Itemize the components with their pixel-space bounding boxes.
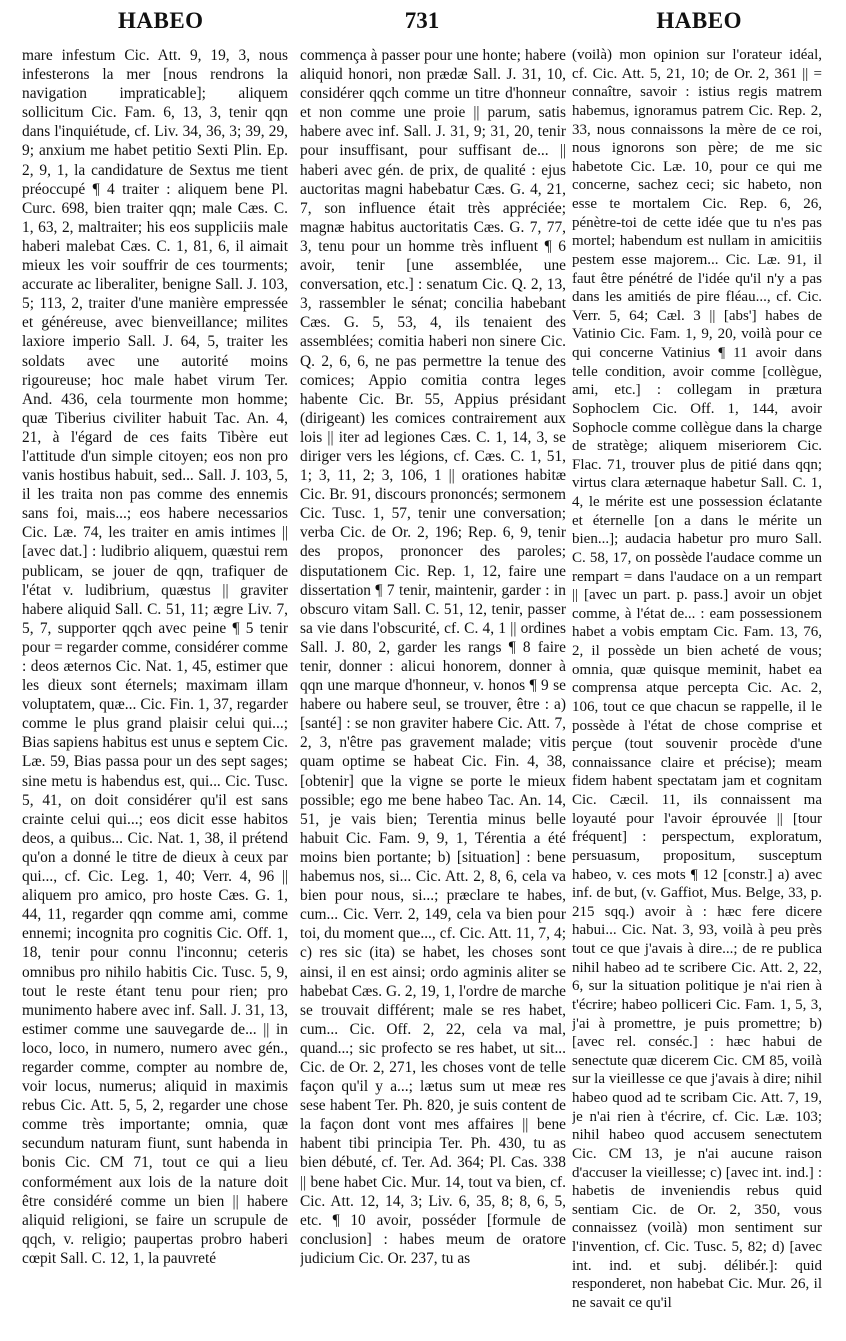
right-running-headword: HABEO bbox=[656, 8, 742, 33]
left-running-headword: HABEO bbox=[118, 8, 204, 33]
text-column-1 bbox=[22, 46, 288, 1334]
page-number: 731 bbox=[404, 8, 440, 33]
text-column-2 bbox=[300, 46, 566, 1334]
column-3-text: (voilà) mon opinion sur l'orateur idéal, cf. Cic. Att. 5, 21, 10; de Or. 2, 361 || = connaître, savoir : istius regis matrem habemus, ignoramus patrem Cic. Rep. 2, 33, nous connaissons la mère de ce roi, nous ignorons son père; de me sic habetote Cic. Læ. 10, pour ce qui me concerne, sachez ceci; sic habeto, non esse te mortalem Cic. Rep. 6, 26, pénètre-toi de cette idée que tu n'es pas mortel; habendum est nullam in amicitiis pestem esse majorem... Cic. Læ. 91, il faut être pénétré de l'idée qu'il n'y a pas dans les amitiés de pire fléau..., cf. Cic. Verr. 5, 64; Cæl. 3 || [abs'] habes de Vatinio Cic. Fam. 1, 9, 20, voilà pour ce qui concerne Vatinius ¶ 11 avoir dans telle condition, avoir comme [collègue, ami, etc.] : collegam in prætura Sophoclem Cic. Off. 1, 144, avoir Sophocle comme collègue dans la charge de stratège; aliquem miseriorem Cic. Flac. 71, trouver plus de pitié dans qqn; virtus clara æternaque habetur Sall. C. 1, 4, le mérite est une possession éclatante et éternelle [on a dans le mérite un bien...]; audacia habetur pro muro Sall. C. 58, 17, on possède l'audace comme un rempart = dans l'audace on a un rempart || [avec un part. p. pass.] avoir un objet comme, à l'état de... : eam possessionem habet a vobis emptam Cic. Fam. 13, 76, 2, il possède un bien acheté de vous; omnia, quæ quisque meminit, habet ea comprensa atque percepta Cic. Ac. 2, 106, tout ce que chacun se rappelle, il le possède à l'état de chose comprise et perçue (tout souvenir procède d'une connaissance claire et précise); meam fidem habent spectatam jam et cognitam Cic. Cæcil. 11, ils connaissent ma loyauté pour l'avoir éprouvée || [tour fréquent] : perspectum, exploratum, persuasum, propositum, susceptum habeo, v. ces mots ¶ 12 [constr.] a) avec inf. de but, (v. Gaffiot, Mus. Belge, 33, p. 215 sqq.) avoir à : hæc fere dicere habui... Cic. Nat. 3, 93, voilà à peu près tout ce que j'avais à dire...; de re publica nihil habeo ad te scribere Cic. Att. 2, 22, 6, sur la situation politique je n'ai rien à t'écrire; habeo polliceri Cic. Fam. 1, 5, 3, j'ai à promettre, je puis promettre; b) [avec rel. conséc.] : hæc habui de senectute quæ dicerem Cic. CM 85, voilà sur la vieillesse ce que j'avais à dire; nihil habeo quod ad te scribam Cic. Att. 7, 19, je n'ai rien à t'écrire, cf. Cic. Læ. 103; nihil habeo quod accusem senectutem Cic. CM 13, je n'ai aucune raison d'accuser la vieillesse; c) [avec int. ind.] : habetis de inveniendis rebus quid sentiam Cic. de Or. 2, 350, vous connaissez (voilà) mon sentiment sur l'invention, cf. Cic. Tusc. 5, 82; d) [avec int. ind. et subj. délibér.]: quid responderet, non habebat Cic. Mur. 26, il ne savait ce qu'il bbox=[572, 47, 822, 1311]
running-header bbox=[22, 8, 822, 42]
column-2-text: commença à passer pour une honte; habere aliquid honori, non prædæ Sall. J. 31, 10, considérer qqch comme un titre d'honneur et non comme une proie || parum, satis habere avec inf. Sall. J. 31, 9; 31, 20, tenir pour insuffisant, pour suffisant de... || haberi avec gén. de prix, de qualité : ejus auctoritas magni habebatur Cæs. G. 4, 21, 7, son influence était très appréciée; magnæ habitus auctoritatis Cæs. G. 7, 77, 3, tenu pour un homme très influent ¶ 6 avoir, tenir [une assemblée, une conversation, etc.] : senatum Cic. Q. 2, 13, 3, rassembler le sénat; concilia habebant Cæs. G. 5, 53, 4, ils tenaient des assemblées; comitia haberi non sinere Cic. Q. 2, 6, 6, ne pas permettre la tenue des comices; Appio comitia contra leges habente Cic. Br. 55, Appius présidant (dirigeant) les comices contrairement aux lois || iter ad legiones Cæs. C. 1, 14, 3, se diriger vers les légions, cf. Cæs. C. 1, 51, 1; 3, 11, 2; 3, 106, 1 || orationes habitæ Cic. Br. 91, discours prononcés; sermonem Cic. Tusc. 1, 57, tenir une conversation; verba Cic. de Or. 2, 196; Rep. 6, 9, tenir des propos, prononcer des paroles; disputationem Cic. Rep. 1, 12, faire une dissertation ¶ 7 tenir, maintenir, garder : in obscuro vitam Sall. C. 51, 12, tenir, passer sa vie dans l'obscurité, cf. C. 4, 1 || ordines Sall. J. 80, 2, garder les rangs ¶ 8 faire tenir, donner : alicui honorem, donner à qqn une marque d'honneur, v. honos ¶ 9 se habere ou habere seul, se trouver, être : a) [santé] : se non graviter habere Cic. Att. 7, 2, 3, n'être pas gravement malade; vitis quam optime se habeat Cic. Fin. 4, 38, [obtenir] que la vigne se porte le mieux possible; ego me bene habeo Tac. An. 14, 51, je vais bien; Terentia minus belle habuit Cic. Fam. 9, 9, 1, Térentia a été moins bien portante; b) [situation] : bene habemus nos, si... Cic. Att. 2, 8, 6, cela va bien pour nous, si...; præclare te habes, cum... Cic. Verr. 2, 149, cela va bien pour toi, du moment que..., cf. Cic. Att. 11, 7, 4; c) res sic (ita) se habet, les choses sont ainsi, il en est ainsi; ordo agminis aliter se habebat Cæs. G. 2, 19, 1, l'ordre de marche se trouvait différent; male se res habet, cum... Cic. Off. 2, 22, cela va mal, quand...; sic profecto se res habet, ut sit... Cic. de Or. 2, 271, les choses vont de telle façon qu'il y a...; lætus sum ut meæ res sese habent Ter. Ph. 820, je suis content de la façon dont vont mes affaires || bene habent tibi principia Ter. Ph. 430, tu as bien débuté, cf. Ter. Ad. 364; Pl. Cas. 338 || bene habet Cic. Mur. 14, tout va bien, cf. Cic. Att. 12, 14, 3; Liv. 6, 35, 8; 8, 6, 5, etc. ¶ 10 avoir, posséder [formule de conclusion] : habes meum de oratore judicium Cic. Or. 237, tu as bbox=[300, 47, 566, 1267]
text-column-3 bbox=[572, 46, 822, 1334]
column-1-text: mare infestum Cic. Att. 9, 19, 3, nous infesterons la mer [nous rendrons la navigation impraticable]; aliquem sollicitum Cic. Fam. 6, 13, 3, tenir qqn dans l'inquiétude, cf. Liv. 34, 36, 3; 39, 29, 9; anxium me habet petitio Sexti Plin. Ep. 2, 9, 1, la candidature de Sextus me tient préoccupé ¶ 4 traiter : aliquem bene Pl. Curc. 698, bien traiter qqn; male Cæs. C. 1, 63, 2, maltraiter; his eos suppliciis male haberi malebat Cæs. C. 1, 81, 6, il aimait mieux les voir souffrir de ces tourments; accurate ac liberaliter, benigne Sall. J. 103, 5; 113, 2, traiter d'une manière empressée et généreuse, avec bienveillance; milites laxiore imperio Sall. J. 64, 5, traiter les soldats avec une autorité moins rigoureuse; hoc male habet virum Ter. And. 436, cela tourmente mon homme; quæ Tiberius civiliter habuit Tac. An. 4, 21, à l'égard de ces faits Tibère eut l'attitude d'un simple citoyen; eos non pro vanis hostibus habuit, sed... Sall. J. 103, 5, il les traita non pas comme des ennemis sans foi, mais...; eos habere necessarios Cic. Læ. 74, les traiter en amis intimes || [avec dat.] : ludibrio aliquem, quæstui rem publicam, se jouer de qqn, trafiquer de l'état v. ludibrium, quæstus || graviter habere aliquid Sall. C. 51, 11; ægre Liv. 7, 5, 7, supporter qqch avec peine ¶ 5 tenir pour = regarder comme, considérer comme : deos æternos Cic. Nat. 1, 45, estimer que les dieux sont éternels; maximam illam voluptatem, quæ... Cic. Fin. 1, 37, regarder comme le plus grand plaisir celui qui...; Bias sapiens habitus est unus e septem Cic. Læ. 59, Bias passa pour un des sept sages; sine metu is habendus est, qui... Cic. Tusc. 5, 41, on doit considérer qu'il est sans crainte celui qui...; eos dicit esse habitos deos, a quibus... Cic. Nat. 1, 38, il prétend qu'on a donné le titre de dieux à ceux par qui..., cf. Cic. Leg. 1, 40; Verr. 4, 96 || aliquem pro amico, pro hoste Cæs. G. 1, 44, 11, regarder qqn comme ami, comme ennemi; incognita pro cognitis Cic. Off. 1, 18, tenir pour connu l'inconnu; ceteris omnibus pro nihilo habitis Cic. Tusc. 5, 9, tout le reste étant tenu pour rien; pro munimento habere avec inf. Sall. J. 31, 13, estimer comme une sauvegarde de... || in loco, loco, in numero, numero avec gén., regarder comme, compter au nombre de, voir locus, numerus; aliquid in maximis rebus Cic. Att. 5, 5, 2, regarder une chose comme très importante; omnia, quæ secundum naturam fiunt, sunt habenda in bonis Cic. CM 71, tout ce qui a lieu conformément aux lois de la nature doit être considéré comme un bien || habere aliquid religioni, se faire un scrupule de qqch, v. religio; paupertas probro haberi cœpit Sall. C. 12, 1, la pauvreté bbox=[22, 47, 288, 1267]
